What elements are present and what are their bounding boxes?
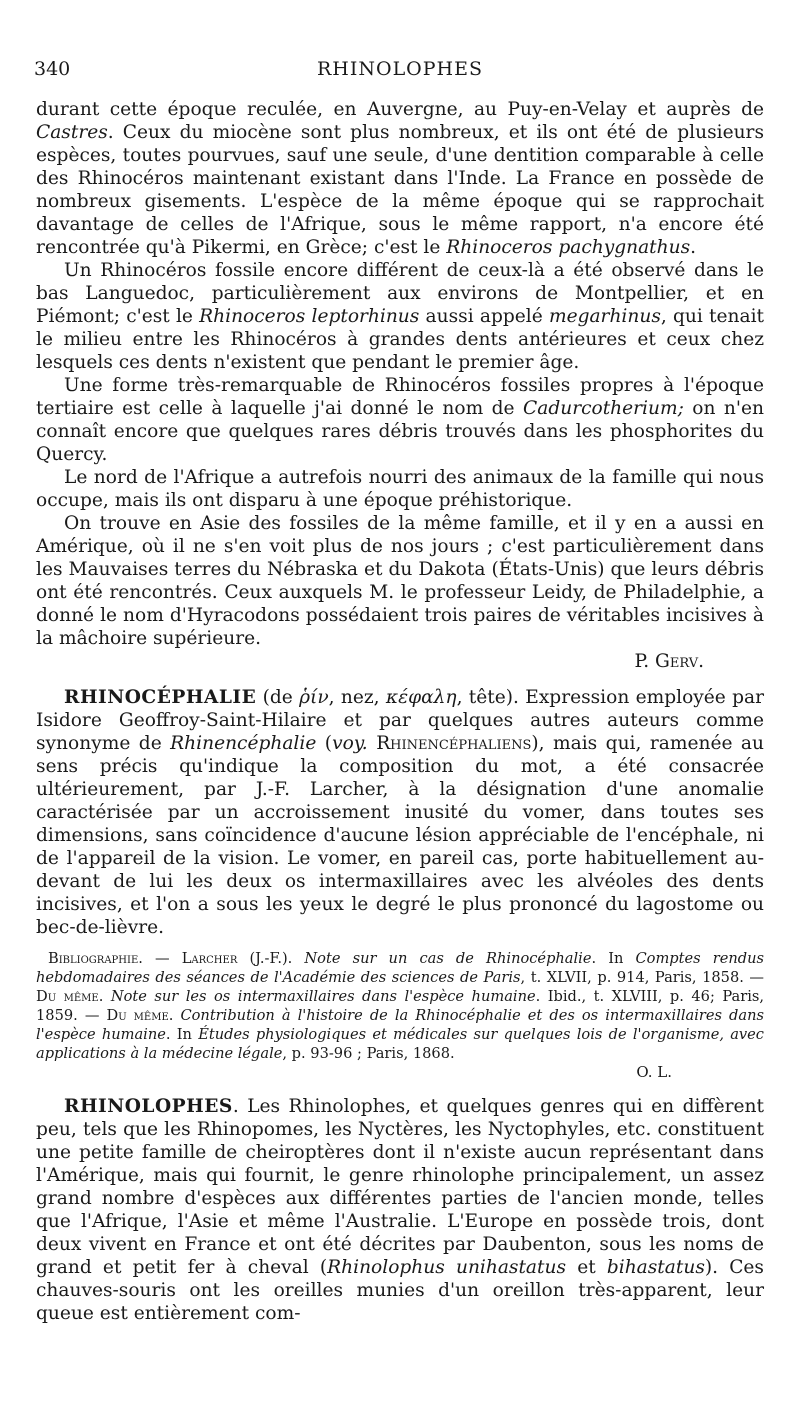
work-title: Note sur les os intermaxillaires dans l'espèce humaine	[110, 988, 536, 1005]
text: aussi appelé	[419, 306, 549, 327]
ibid-author: Du même	[36, 988, 99, 1005]
author-signature: P. Gerv.	[634, 651, 704, 672]
page-body	[36, 98, 764, 1325]
species-name: Rhinolophus unihastatus	[327, 1257, 567, 1278]
text: . Ibid., t. XLVIII, p. 46; Paris, 1859. —	[36, 988, 764, 1024]
text: . In	[591, 950, 636, 967]
journal-title: Études physiologiques et médicales sur quelques lois de l'organisme, avec applications à la médecine légale	[36, 1026, 764, 1062]
species-name: megarhinus	[548, 306, 661, 327]
text: . In	[165, 1026, 199, 1043]
greek-word: κέφαλη	[385, 687, 457, 708]
headword: RHINOLOPHES	[64, 1096, 233, 1117]
entry-rhinolophes	[36, 1095, 764, 1325]
species-name: bihastatus	[606, 1257, 705, 1278]
cross-reference-target: Rhinencéphaliens	[376, 733, 532, 754]
text: ). Ces chauves-souris ont les oreilles munies d'un oreillon très-apparent, leur queue est entièrement com-	[36, 1257, 764, 1324]
running-title: RHINOLOPHES	[316, 58, 483, 80]
text: .	[98, 988, 111, 1005]
text: et	[566, 1257, 607, 1278]
text: (J.-F.).	[237, 950, 305, 967]
text: Un Rhinocéros fossile encore différent de ceux-là a été observé dans le bas Languedoc, particulièrement aux environs de Montpellier, et en Piémont; c'est le	[36, 260, 764, 327]
text: (	[316, 733, 333, 754]
paragraph: On trouve en Asie des fossiles de la même famille, et il y en a aussi en Amérique, où il ne s'en voit plus de nos jours ; c'est particulièrement dans les Mauvaises terres du Nébraska et du Dakota (États-Unis) que leurs débris ont été rencontrés. Ceux auxquels M. le professeur Leidy, de Philadelphie, a donné le nom d'Hyracodons possédaient trois paires de véritables incisives à la mâchoire supérieure.	[36, 513, 764, 649]
text: durant cette époque reculée, en Auvergne, au Puy-en-Velay et auprès de	[36, 99, 764, 120]
species-name: Rhinoceros leptorhinus	[199, 306, 420, 327]
author-name: Larcher	[181, 950, 238, 967]
page-number: 340	[34, 58, 71, 80]
paragraph	[36, 98, 764, 259]
text	[368, 733, 376, 754]
paragraph	[36, 374, 764, 466]
paragraph: Le nord de l'Afrique a autrefois nourri des animaux de la famille qui nous occupe, mais ils ont disparu à une époque préhistorique.	[36, 467, 764, 511]
text: —	[142, 950, 182, 967]
greek-word: ῥίν	[299, 687, 329, 708]
text: .	[168, 1007, 181, 1024]
cross-reference-label: voy.	[332, 733, 368, 754]
journal-title: Comptes rendus hebdomadaires des séances de l'Académie des sciences de Paris	[36, 950, 764, 986]
ibid-author: Du même	[106, 1007, 169, 1024]
text: (de	[256, 687, 300, 708]
text: . Les Rhinolophes, et quelques genres qui en diffèrent peu, tels que les Rhinopomes, les Nyctères, les Nyctophyles, etc. constituent une petite famille de cheiroptères dont il n'existe aucun représentant dans l'Amérique, mais qui fournit, le genre rhinolophe principalement, un assez grand nombre d'espèces aux différentes parties de l'ancien monde, telles que l'Afrique, l'Asie et même l'Australie. L'Europe en possède trois, dont deux vivent en France et ont été décrites par Daubenton, sous les noms de grand et petit fer à cheval (	[36, 1096, 764, 1278]
work-title: Contribution à l'histoire de la Rhinocéphalie et des os intermaxillaires dans l'espèce humaine	[36, 1007, 764, 1043]
italic-text: Castres	[36, 122, 108, 143]
text: ), mais qui, ramenée au sens précis qu'indique la composition du mot, a été consacrée ultérieurement, par J.-F. Larcher, à la désignation d'une anomalie caractérisée par un accroissement inusité du vomer, dans toutes ses dimensions, sans coïncidence d'aucune lésion appréciable de l'encéphale, ni de l'appareil de la vision. Le vomer, en pareil cas, porte habituellement au-devant de lui les deux os intermaxillaires avec les alvéoles des dents incisives, et l'on a sous les yeux le degré le plus prononcé du lagostome ou bec-de-lièvre.	[36, 733, 764, 938]
text: , tête). Expression employée par Isidore Geoffroy-Saint-Hilaire et par quelques autres auteurs comme synonyme de	[36, 687, 765, 754]
text: , p. 93-96 ; Paris, 1868.	[282, 1045, 455, 1062]
page-header	[34, 58, 766, 84]
text: . Ceux du miocène sont plus nombreux, et ils ont été de plusieurs espèces, toutes pourvues, sauf une seule, d'une dentition comparable à celle des Rhinocéros maintenant existant dans l'Inde. La France en possède de nombreux gisements. L'espèce de la même époque qui se rapprochait davantage de celles de l'Afrique, sous le même rapport, n'a encore été rencontrée qu'à Pikermi, en Grèce; c'est le	[36, 122, 764, 258]
text: on n'en connaît encore que quelques rares débris trouvés dans les phosphorites du Quercy.	[36, 398, 764, 465]
headword: RHINOCÉPHALIE	[64, 687, 257, 708]
species-name: Rhinoceros pachygnathus	[446, 237, 691, 258]
bibliography-label: Bibliographie.	[48, 950, 143, 967]
entry-rhinocephalie	[36, 686, 764, 939]
italic-term: Rhinencéphalie	[170, 733, 317, 754]
text: , nez,	[328, 687, 386, 708]
text: , t. XLVII, p. 914, Paris, 1858. —	[520, 969, 765, 986]
text: .	[690, 237, 697, 258]
bibliography-signature: O. L.	[636, 1063, 672, 1081]
paragraph	[36, 259, 764, 374]
genus-name: Cadurcotherium;	[523, 398, 684, 419]
text: , qui tenait le milieu entre les Rhinocéros à grandes dents antérieures et ceux chez lesquels ces dents n'existent que pendant le premier âge.	[36, 306, 765, 373]
work-title: Note sur un cas de Rhinocéphalie	[304, 950, 592, 967]
bibliography	[36, 949, 764, 1082]
bibliography-text	[36, 949, 764, 1063]
text: Une forme très-remarquable de Rhinocéros fossiles propres à l'époque tertiaire est celle à laquelle j'ai donné le nom de	[36, 375, 764, 419]
